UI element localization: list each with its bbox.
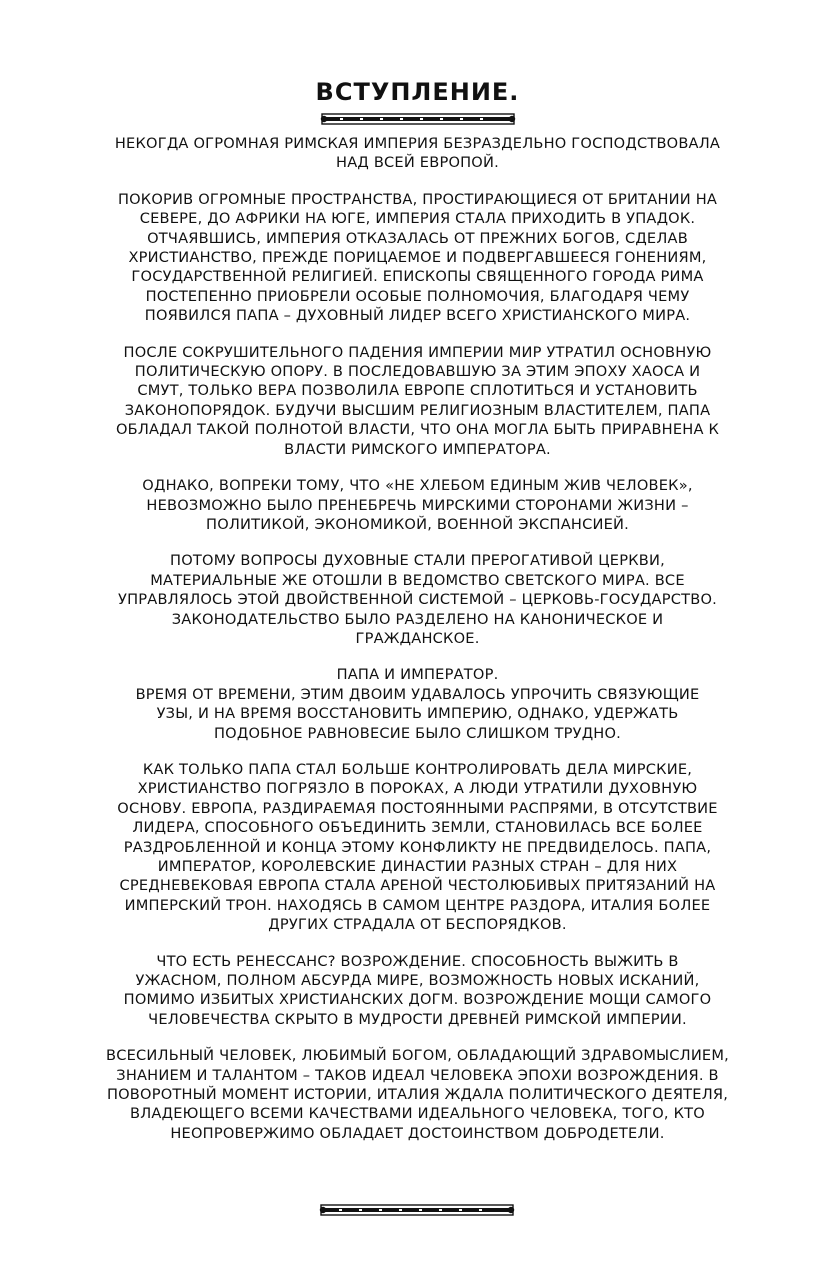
text-line: ЧТО ЕСТЬ РЕНЕССАНС? ВОЗРОЖДЕНИЕ. СПОСОБНОСТЬ ВЫЖИТЬ В bbox=[156, 952, 679, 970]
text-line: ПОЛИТИКОЙ, ЭКОНОМИКОЙ, ВОЕННОЙ ЭКСПАНСИЕЙ. bbox=[206, 515, 629, 533]
text-line: РАЗДРОБЛЕННОЙ И КОНЦА ЭТОМУ КОНФЛИКТУ НЕ ПРЕДВИДЕЛОСЬ. ПАПА, bbox=[123, 838, 712, 856]
text-line: СРЕДНЕВЕКОВАЯ ЕВРОПА СТАЛА АРЕНОЙ ЧЕСТОЛЮБИВЫХ ПРИТЯЗАНИЙ НА bbox=[119, 877, 716, 895]
text-line: СЕВЕРЕ, ДО АФРИКИ НА ЮГЕ, ИМПЕРИЯ СТАЛА ПРИХОДИТЬ В УПАДОК. bbox=[139, 210, 696, 228]
paragraph bbox=[46, 1046, 789, 1143]
paragraph bbox=[46, 952, 789, 1030]
text-line: ВРЕМЯ ОТ ВРЕМЕНИ, ЭТИМ ДВОИМ УДАВАЛОСЬ УПРОЧИТЬ СВЯЗУЮЩИЕ bbox=[135, 685, 700, 703]
text-line: ПОЛИТИЧЕСКУЮ ОПОРУ. В ПОСЛЕДОВАВШУЮ ЗА ЭТИМ ЭПОХУ ХАОСА И bbox=[134, 363, 701, 381]
text-line: ПАПА И ИМПЕРАТОР. bbox=[336, 666, 499, 684]
page bbox=[0, 78, 835, 1278]
text-line: ПОСЛЕ СОКРУШИТЕЛЬНОГО ПАДЕНИЯ ИМПЕРИИ МИР УТРАТИЛ ОСНОВНУЮ bbox=[123, 343, 712, 361]
text-line: ИМПЕРАТОР, КОРОЛЕВСКИЕ ДИНАСТИИ РАЗНЫХ СТРАН – ДЛЯ НИХ bbox=[157, 858, 678, 875]
text-line: ПОВОРОТНЫЙ МОМЕНТ ИСТОРИИ, ИТАЛИЯ ЖДАЛА ПОЛИТИЧЕСКОГО ДЕЯТЕЛЯ, bbox=[106, 1086, 729, 1104]
text-line: ПОТОМУ ВОПРОСЫ ДУХОВНЫЕ СТАЛИ ПРЕРОГАТИВОЙ ЦЕРКВИ, bbox=[170, 552, 665, 570]
text-line: ЧЕЛОВЕЧЕСТВА СКРЫТО В МУДРОСТИ ДРЕВНЕЙ РИМСКОЙ ИМПЕРИИ. bbox=[148, 1010, 687, 1028]
paragraph bbox=[46, 551, 789, 648]
text-line: ХРИСТИАНСТВО ПОГРЯЗЛО В ПОРОКАХ, А ЛЮДИ УТРАТИЛИ ДУХОВНУЮ bbox=[137, 780, 698, 798]
ornament-divider-bottom bbox=[319, 1203, 515, 1217]
paragraph bbox=[46, 665, 789, 743]
text-line: ДРУГИХ СТРАДАЛА ОТ БЕСПОРЯДКОВ. bbox=[268, 916, 567, 934]
text-line: ГОСУДАРСТВЕННОЙ РЕЛИГИЕЙ. ЕПИСКОПЫ СВЯЩЕННОГО ГОРОДА РИМА bbox=[131, 268, 704, 286]
text-line: ЗНАНИЕМ И ТАЛАНТОМ – ТАКОВ ИДЕАЛ ЧЕЛОВЕКА ЭПОХИ ВОЗРОЖДЕНИЯ. В bbox=[116, 1066, 719, 1084]
text-line: ОБЛАДАЛ ТАКОЙ ПОЛНОТОЙ ВЛАСТИ, ЧТО ОНА МОГЛА БЫТЬ ПРИРАВНЕНА К bbox=[115, 421, 720, 439]
text-line: НАД ВСЕЙ ЕВРОПОЙ. bbox=[336, 154, 499, 172]
page-title: ВСТУПЛЕНИЕ. bbox=[315, 78, 520, 106]
text-line: ВЛАСТИ РИМСКОГО ИМПЕРАТОРА. bbox=[284, 440, 551, 458]
text-line: УЖАСНОМ, ПОЛНОМ АБСУРДА МИРЕ, ВОЗМОЖНОСТЬ НОВЫХ ИСКАНИЙ, bbox=[135, 972, 700, 990]
text-line: ПОДОБНОЕ РАВНОВЕСИЕ БЫЛО СЛИШКОМ ТРУДНО. bbox=[214, 724, 621, 742]
paragraph bbox=[46, 134, 789, 173]
text-line: ОТЧАЯВШИСЬ, ИМПЕРИЯ ОТКАЗАЛАСЬ ОТ ПРЕЖНИХ БОГОВ, СДЕЛАВ bbox=[147, 229, 688, 247]
text-line: КАК ТОЛЬКО ПАПА СТАЛ БОЛЬШЕ КОНТРОЛИРОВАТЬ ДЕЛА МИРСКИЕ, bbox=[142, 760, 693, 778]
text-line: УПРАВЛЯЛОСЬ ЭТОЙ ДВОЙСТВЕННОЙ СИСТЕМОЙ – ЦЕРКОВЬ-ГОСУДАРСТВО. bbox=[118, 591, 717, 609]
paragraph bbox=[46, 190, 789, 326]
paragraph bbox=[46, 476, 789, 534]
paragraph bbox=[46, 760, 789, 935]
text-line: НЕВОЗМОЖНО БЫЛО ПРЕНЕБРЕЧЬ МИРСКИМИ СТОРОНАМИ ЖИЗНИ – bbox=[146, 496, 689, 514]
text-line: МАТЕРИАЛЬНЫЕ ЖЕ ОТОШЛИ В ВЕДОМСТВО СВЕТСКОГО МИРА. ВСЕ bbox=[150, 571, 685, 589]
text-line: ЗАКОНОПОРЯДОК. БУДУЧИ ВЫСШИМ РЕЛИГИОЗНЫМ ВЛАСТИТЕЛЕМ, ПАПА bbox=[124, 401, 711, 419]
text-line: ПОКОРИВ ОГРОМНЫЕ ПРОСТРАНСТВА, ПРОСТИРАЮЩИЕСЯ ОТ БРИТАНИИ НА bbox=[117, 190, 718, 208]
text-line: ЗАКОНОДАТЕЛЬСТВО БЫЛО РАЗДЕЛЕНО НА КАНОНИЧЕСКОЕ И bbox=[171, 610, 664, 628]
text-line: ПОМИМО ИЗБИТЫХ ХРИСТИАНСКИХ ДОГМ. ВОЗРОЖДЕНИЕ МОЩИ САМОГО bbox=[123, 991, 712, 1009]
text-line: НЕКОГДА ОГРОМНАЯ РИМСКАЯ ИМПЕРИЯ БЕЗРАЗДЕЛЬНО ГОСПОДСТВОВАЛА bbox=[114, 135, 721, 152]
text-line: ГРАЖДАНСКОЕ. bbox=[355, 629, 480, 647]
ornament-divider-top bbox=[320, 112, 516, 126]
text-line: НЕОПРОВЕРЖИМО ОБЛАДАЕТ ДОСТОИНСТВОМ ДОБРОДЕТЕЛИ. bbox=[170, 1124, 665, 1142]
text-line: ОСНОВУ. ЕВРОПА, РАЗДИРАЕМАЯ ПОСТОЯННЫМИ РАСПРЯМИ, В ОТСУТСТВИЕ bbox=[117, 799, 718, 817]
paragraph bbox=[46, 343, 789, 459]
text-line: ХРИСТИАНСТВО, ПРЕЖДЕ ПОРИЦАЕМОЕ И ПОДВЕРГАВШЕЕСЯ ГОНЕНИЯМ, bbox=[128, 249, 707, 267]
text-line: СМУТ, ТОЛЬКО ВЕРА ПОЗВОЛИЛА ЕВРОПЕ СПЛОТИТЬСЯ И УСТАНОВИТЬ bbox=[137, 382, 698, 400]
text-line: ПОЯВИЛСЯ ПАПА – ДУХОВНЫЙ ЛИДЕР ВСЕГО ХРИСТИАНСКОГО МИРА. bbox=[144, 307, 691, 325]
intro-text bbox=[46, 134, 789, 1143]
text-line: ПОСТЕПЕННО ПРИОБРЕЛИ ОСОБЫЕ ПОЛНОМОЧИЯ, БЛАГОДАРЯ ЧЕМУ bbox=[145, 287, 690, 305]
text-line: ВЛАДЕЮЩЕГО ВСЕМИ КАЧЕСТВАМИ ИДЕАЛЬНОГО ЧЕЛОВЕКА, ТОГО, КТО bbox=[130, 1105, 705, 1123]
text-line: УЗЫ, И НА ВРЕМЯ ВОССТАНОВИТЬ ИМПЕРИЮ, ОДНАКО, УДЕРЖАТЬ bbox=[156, 705, 679, 723]
text-line: ВСЕСИЛЬНЫЙ ЧЕЛОВЕК, ЛЮБИМЫЙ БОГОМ, ОБЛАДАЮЩИЙ ЗДРАВОМЫСЛИЕМ, bbox=[106, 1047, 729, 1065]
text-line: ОДНАКО, ВОПРЕКИ ТОМУ, ЧТО «НЕ ХЛЕБОМ ЕДИНЫМ ЖИВ ЧЕЛОВЕК», bbox=[142, 477, 693, 495]
text-line: ЛИДЕРА, СПОСОБНОГО ОБЪЕДИНИТЬ ЗЕМЛИ, СТАНОВИЛАСЬ ВСЕ БОЛЕЕ bbox=[132, 819, 703, 837]
text-line: ИМПЕРСКИЙ ТРОН. НАХОДЯСЬ В САМОМ ЦЕНТРЕ РАЗДОРА, ИТАЛИЯ БОЛЕЕ bbox=[124, 896, 711, 914]
